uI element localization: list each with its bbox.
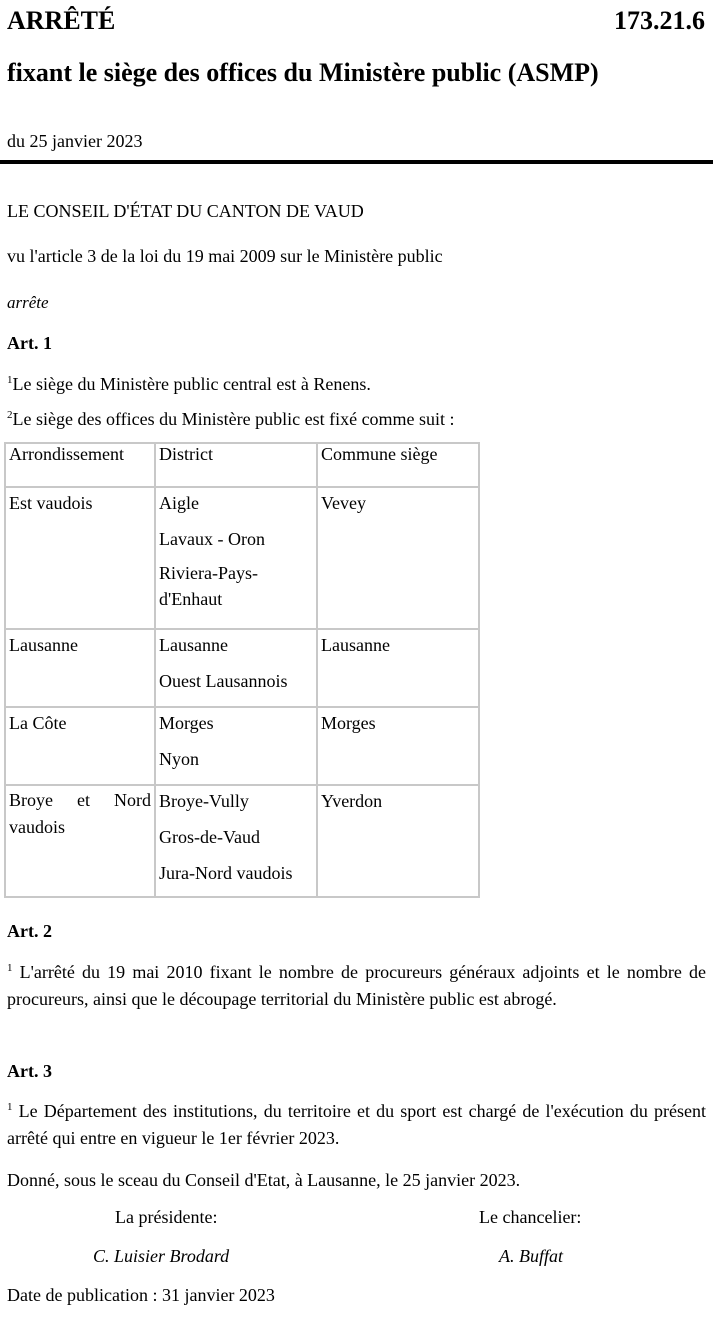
arrondissement-cell: La Côte (9, 713, 67, 733)
district-cell: Lausanne (159, 635, 228, 655)
district-cell: Jura-Nord vaudois (159, 863, 293, 883)
district-cell: Lavaux - Oron (159, 529, 265, 549)
district-cell: Morges (159, 713, 214, 733)
given-under-seal: Donné, sous le sceau du Conseil d'Etat, à Lausanne, le 25 janvier 2023. (7, 1170, 521, 1190)
commune-cell: Yverdon (321, 791, 383, 811)
act-subtitle: fixant le siège des offices du Ministère public (ASMP) (7, 58, 599, 87)
header-divider (0, 160, 713, 164)
art3-al1-number: 1 (7, 1101, 13, 1113)
art1-al2-number: 2 (7, 409, 13, 421)
table-header-row (5, 443, 479, 487)
publication-date: Date de publication : 31 janvier 2023 (7, 1285, 275, 1305)
table-row (5, 785, 479, 897)
act-type-heading: ARRÊTÉ (7, 6, 116, 35)
commune-cell: Vevey (321, 493, 366, 513)
art2-heading: Art. 2 (7, 921, 52, 941)
art1-paragraph-1 (7, 374, 371, 395)
art1-al1-number: 1 (7, 374, 13, 386)
header-district: District (155, 443, 317, 487)
issuing-authority: LE CONSEIL D'ÉTAT DU CANTON DE VAUD (7, 201, 364, 221)
art1-paragraph-2 (7, 409, 455, 430)
district-cell: Broye-Vully (159, 791, 249, 811)
art3-paragraph-1 (7, 1098, 706, 1152)
decision-word: arrête (7, 293, 49, 312)
art2-paragraph-1 (7, 959, 706, 1013)
district-cell: Gros-de-Vaud (159, 827, 260, 847)
district-cell: d'Enhaut (159, 589, 223, 609)
art1-heading: Art. 1 (7, 333, 52, 353)
chancellor-label: Le chancelier: (479, 1207, 582, 1227)
arrondissement-cell: Lausanne (9, 635, 78, 655)
president-label: La présidente: (115, 1207, 218, 1227)
act-date: du 25 janvier 2023 (7, 131, 143, 151)
district-cell: Aigle (159, 493, 199, 513)
art2-al1-text: L'arrêté du 19 mai 2010 fixant le nombre de procureurs généraux adjoints et le nombre de procureurs, ainsi que le découpage territorial du Ministère public est abrogé. (7, 962, 706, 1009)
art2-al1-number: 1 (7, 962, 13, 974)
president-name: C. Luisier Brodard (93, 1246, 230, 1266)
header-commune: Commune siège (317, 443, 479, 487)
district-cell: Nyon (159, 749, 199, 769)
arrondissement-cell: Broye et Nord (9, 790, 151, 810)
legal-basis: vu l'article 3 de la loi du 19 mai 2009 sur le Ministère public (7, 246, 443, 266)
table-row (5, 629, 479, 707)
district-cell: Riviera-Pays- (159, 563, 258, 583)
table-row (5, 487, 479, 629)
art1-al1-text: Le siège du Ministère public central est à Renens. (12, 374, 371, 394)
commune-cell: Lausanne (321, 635, 390, 655)
art3-al1-text: Le Département des institutions, du territoire et du sport est chargé de l'exécution du présent arrêté qui entre en vigueur le 1er février 2023. (7, 1101, 707, 1148)
arrondissement-cell-continued: vaudois (9, 817, 65, 837)
header-arrondissement: Arrondissement (5, 443, 155, 487)
art3-heading: Art. 3 (7, 1061, 52, 1081)
offices-table (4, 442, 480, 898)
rs-number: 173.21.6 (614, 6, 705, 35)
district-cell: Ouest Lausannois (159, 671, 288, 691)
commune-cell: Morges (321, 713, 376, 733)
arrondissement-cell: Est vaudois (9, 493, 93, 513)
chancellor-name: A. Buffat (499, 1246, 563, 1266)
art1-al2-text: Le siège des offices du Ministère public est fixé comme suit : (12, 409, 455, 429)
table-row (5, 707, 479, 785)
